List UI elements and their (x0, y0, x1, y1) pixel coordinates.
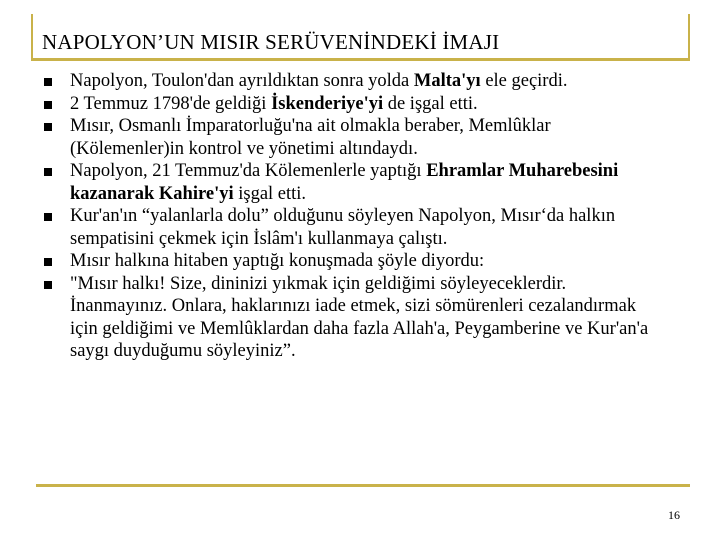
square-bullet-icon (44, 78, 52, 86)
title-underline-rule (31, 58, 690, 61)
page-number: 16 (668, 508, 680, 522)
bullet-item (44, 115, 664, 160)
bullet-text (70, 274, 648, 362)
bullet-bold-segment: Malta'yı (413, 71, 481, 91)
bullet-bold-segment: Ehramlar Muharebesini kazanarak Kahire'yi (70, 161, 619, 204)
bullet-text-segment: 2 Temmuz 1798'de geldiği (70, 93, 272, 114)
square-bullet-icon (44, 123, 52, 131)
bullet-bold-segment: İskenderiye'yi (271, 93, 384, 114)
bullet-text (70, 71, 568, 91)
square-bullet-icon (44, 258, 52, 266)
square-bullet-icon (44, 213, 52, 221)
title-frame-right-border (688, 14, 690, 60)
slide-title: NAPOLYON’UN MISIR SERÜVENİNDEKİ İMAJI (42, 30, 500, 54)
bullet-item (44, 70, 664, 93)
footer-rule (36, 484, 690, 487)
bullet-text (70, 94, 478, 114)
bullet-text-segment: işgal etti. (233, 183, 307, 204)
bullet-text (70, 251, 484, 271)
bullet-text (70, 206, 615, 249)
bullet-text (70, 116, 551, 159)
bullet-text-segment: de işgal etti. (383, 93, 478, 114)
bullet-text-segment: "Mısır halkı! Size, dininizi yıkmak için geldiğimi söyleyeceklerdir. İnanmayınız. Onlara, haklarınızı iade etmek, sizi sömürenleri cezalandırmak için geldiğimi ve Memlûklardan daha fazla Allah'a, Peygamberine ve Kur'an'a saygı duyduğumu söyleyiniz”. (70, 273, 649, 361)
bullet-item (44, 205, 664, 250)
bullet-text-segment: Mısır halkına hitaben yaptığı konuşmada şöyle diyordu: (70, 251, 485, 271)
square-bullet-icon (44, 168, 52, 176)
bullet-item (44, 250, 664, 273)
square-bullet-icon (44, 101, 52, 109)
bullet-text (70, 161, 618, 204)
bullet-item (44, 273, 664, 363)
bullet-text-segment: Mısır, Osmanlı İmparatorluğu'na ait olmakla beraber, Memlûklar (Kölemenler)in kontrol ve yönetimi altındaydı. (70, 116, 551, 159)
bullet-text-segment: Kur'an'ın “yalanlarla dolu” olduğunu söyleyen Napolyon, Mısır‘da halkın sempatisini çekmek için İslâm'ı kullanmaya çalıştı. (70, 206, 616, 249)
title-frame-left-border (31, 14, 33, 60)
bullet-text-segment: ele geçirdi. (480, 71, 568, 91)
bullet-item (44, 93, 664, 116)
bullet-list (44, 70, 664, 363)
square-bullet-icon (44, 281, 52, 289)
bullet-text-segment: Napolyon, Toulon'dan ayrıldıktan sonra yolda (70, 71, 414, 91)
bullet-text-segment: Napolyon, 21 Temmuz'da Kölemenlerle yaptığı (70, 161, 427, 181)
bullet-item (44, 160, 664, 205)
